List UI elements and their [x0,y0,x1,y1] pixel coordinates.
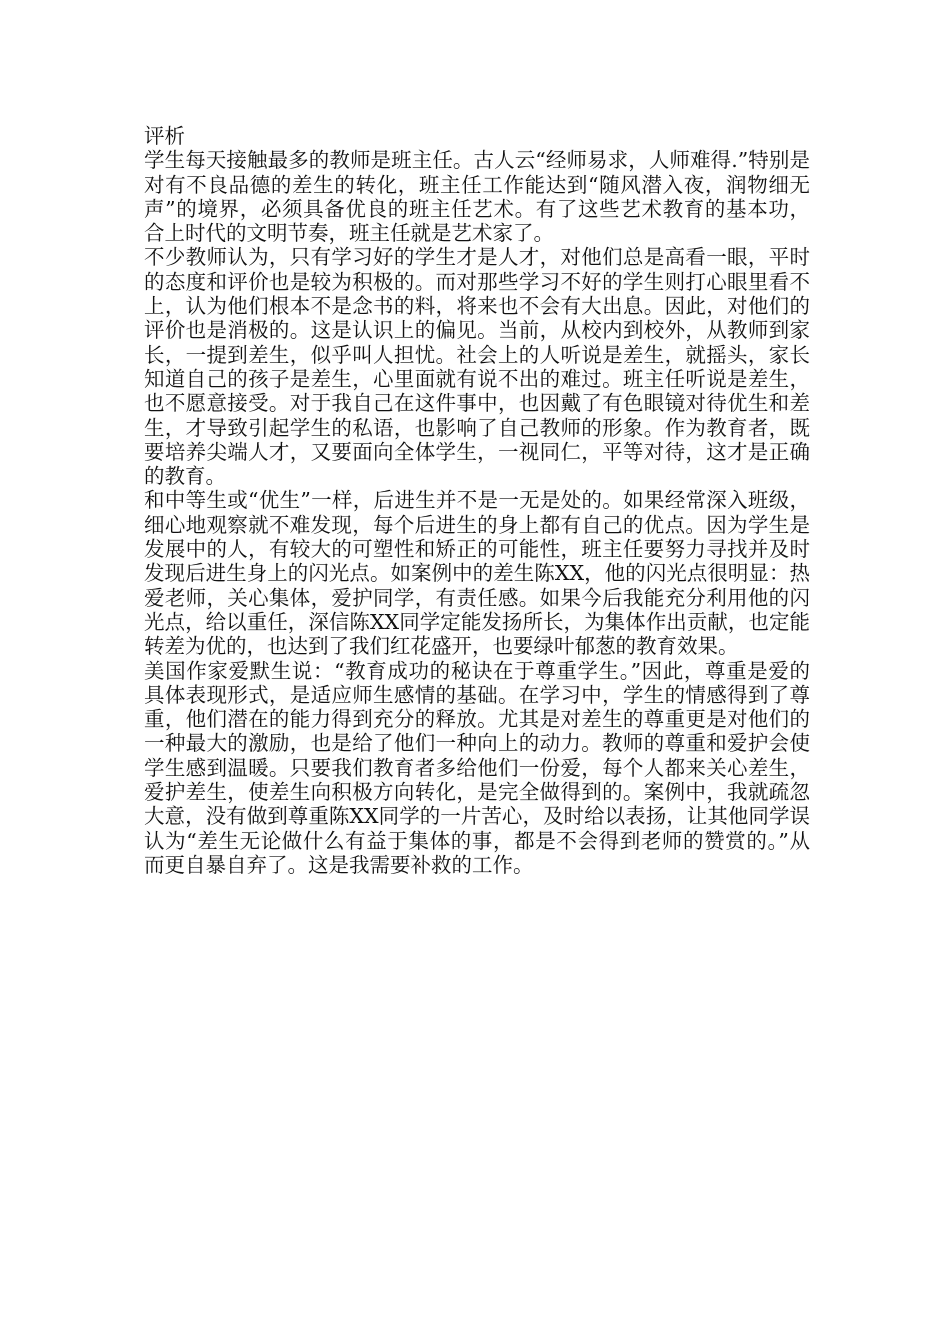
paragraph-2: 不少教师认为，只有学习好的学生才是人才，对他们总是高看一眼，平时的态度和评价也是较为积极的。而对那些学习不好的学生则打心眼里看不上，认为他们根本不是念书的料，将来也不会有大出息。因此，对他们的评价也是消极的。这是认识上的偏见。当前，从校内到校外，从教师到家长，一提到差生，似乎叫人担忧。社会上的人听说是差生，就摇头，家长知道自己的孩子是差生，心里面就有说不出的难过。班主任听说是差生，也不愿意接受。对于我自己在这件事中，也因戴了有色眼镜对待优生和差生，才导致引起学生的私语，也影响了自己教师的形象。作为教育者，既要培养尖端人才，又要面向全体学生，一视同仁，平等对待，这才是正确的教育。 [144,245,810,489]
document-body [144,124,810,877]
paragraph-4: 美国作家爱默生说：“教育成功的秘诀在于尊重学生。”因此，尊重是爱的具体表现形式，是适应师生感情的基础。在学习中，学生的情感得到了尊重，他们潜在的能力得到充分的释放。尤其是对差生的尊重更是对他们的一种最大的激励，也是给了他们一种向上的动力。教师的尊重和爱护会使学生感到温暖。只要我们教育者多给他们一份爱，每个人都来关心差生，爱护差生，使差生向积极方向转化，是完全做得到的。案例中，我就疏忽大意，没有做到尊重陈XX同学的一片苦心，及时给以表扬，让其他同学误认为“差生无论做什么有益于集体的事，都是不会得到老师的赞赏的。”从而更自暴自弃了。这是我需要补救的工作。 [144,658,810,877]
paragraph-3: 和中等生或“优生”一样，后进生并不是一无是处的。如果经常深入班级，细心地观察就不难发现，每个后进生的身上都有自己的优点。因为学生是发展中的人，有较大的可塑性和矫正的可能性，班主任要努力寻找并及时发现后进生身上的闪光点。如案例中的差生陈XX，他的闪光点很明显：热爱老师，关心集体，爱护同学，有责任感。如果今后我能充分利用他的闪光点，给以重任，深信陈XX同学定能发扬所长，为集体作出贡献，也定能转差为优的，也达到了我们红花盛开，也要绿叶郁葱的教育效果。 [144,488,810,659]
section-heading: 评析 [144,124,185,148]
paragraph-1: 学生每天接触最多的教师是班主任。古人云“经师易求，人师难得.”特别是对有不良品德的差生的转化，班主任工作能达到“随风潜入夜，润物细无声”的境界，必须具备优良的班主任艺术。有了这些艺术教育的基本功，合上时代的文明节奏，班主任就是艺术家了。 [144,148,810,246]
